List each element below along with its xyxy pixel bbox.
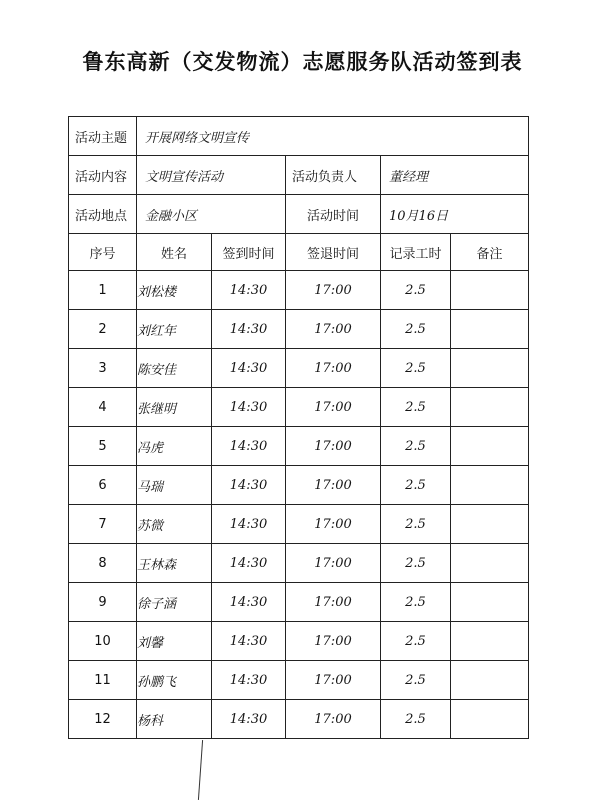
table-row <box>69 271 529 310</box>
remark <box>451 505 529 544</box>
row-number: 9 <box>69 583 137 622</box>
sign-in-time: 14:30 <box>212 700 286 739</box>
remark <box>451 427 529 466</box>
sign-in-time: 14:30 <box>212 271 286 310</box>
sign-out-time: 17:00 <box>286 661 381 700</box>
signature-name: 刘红年 <box>137 310 212 349</box>
sign-out-time: 17:00 <box>286 544 381 583</box>
row-number: 8 <box>69 544 137 583</box>
table-row <box>69 388 529 427</box>
recorded-hours: 2.5 <box>381 622 451 661</box>
recorded-hours: 2.5 <box>381 427 451 466</box>
time-value: 10月16日 <box>381 195 529 234</box>
signature-name: 徐子涵 <box>137 583 212 622</box>
theme-label: 活动主题 <box>69 117 137 156</box>
row-number: 6 <box>69 466 137 505</box>
table-row <box>69 661 529 700</box>
info-row-place <box>69 195 529 234</box>
signature-name: 孙鹏飞 <box>137 661 212 700</box>
signature-name: 刘馨 <box>137 622 212 661</box>
signature-name: 张继明 <box>137 388 212 427</box>
place-value: 金融小区 <box>137 195 286 234</box>
recorded-hours: 2.5 <box>381 700 451 739</box>
recorded-hours: 2.5 <box>381 583 451 622</box>
recorded-hours: 2.5 <box>381 661 451 700</box>
col-header-in: 签到时间 <box>212 234 286 271</box>
remark <box>451 661 529 700</box>
signature-name: 冯虎 <box>137 427 212 466</box>
remark <box>451 271 529 310</box>
table-row <box>69 700 529 739</box>
leader-label: 活动负责人 <box>286 156 381 195</box>
sign-in-time: 14:30 <box>212 349 286 388</box>
row-number: 11 <box>69 661 137 700</box>
sign-in-time: 14:30 <box>212 427 286 466</box>
recorded-hours: 2.5 <box>381 310 451 349</box>
table-row <box>69 310 529 349</box>
table-rows <box>69 271 529 739</box>
page-title: 鲁东高新（交发物流）志愿服务队活动签到表 <box>82 50 523 74</box>
remark <box>451 310 529 349</box>
sign-out-time: 17:00 <box>286 622 381 661</box>
sign-out-time: 17:00 <box>286 349 381 388</box>
remark <box>451 583 529 622</box>
sign-out-time: 17:00 <box>286 271 381 310</box>
remark <box>451 700 529 739</box>
signature-name: 杨科 <box>137 700 212 739</box>
sign-in-time: 14:30 <box>212 622 286 661</box>
table-row <box>69 583 529 622</box>
recorded-hours: 2.5 <box>381 349 451 388</box>
sign-out-time: 17:00 <box>286 583 381 622</box>
col-header-no: 序号 <box>69 234 137 271</box>
column-header-row <box>69 234 529 271</box>
sign-in-time: 14:30 <box>212 544 286 583</box>
table-row <box>69 622 529 661</box>
table-row <box>69 349 529 388</box>
row-number: 4 <box>69 388 137 427</box>
row-number: 5 <box>69 427 137 466</box>
time-label: 活动时间 <box>286 195 381 234</box>
row-number: 3 <box>69 349 137 388</box>
table-row <box>69 466 529 505</box>
signature-name: 苏微 <box>137 505 212 544</box>
info-row-theme <box>69 117 529 156</box>
row-number: 10 <box>69 622 137 661</box>
sign-in-time: 14:30 <box>212 388 286 427</box>
table-row <box>69 544 529 583</box>
recorded-hours: 2.5 <box>381 544 451 583</box>
sign-in-time: 14:30 <box>212 661 286 700</box>
content-label: 活动内容 <box>69 156 137 195</box>
sign-out-time: 17:00 <box>286 310 381 349</box>
sign-in-time: 14:30 <box>212 505 286 544</box>
row-number: 12 <box>69 700 137 739</box>
col-header-name: 姓名 <box>137 234 212 271</box>
sign-in-time: 14:30 <box>212 583 286 622</box>
table-row <box>69 505 529 544</box>
col-header-out: 签退时间 <box>286 234 381 271</box>
table-row <box>69 427 529 466</box>
recorded-hours: 2.5 <box>381 388 451 427</box>
row-number: 7 <box>69 505 137 544</box>
signature-name: 刘松楼 <box>137 271 212 310</box>
pen-stroke <box>198 740 203 800</box>
remark <box>451 622 529 661</box>
sign-in-time: 14:30 <box>212 310 286 349</box>
remark <box>451 349 529 388</box>
signature-name: 陈安佳 <box>137 349 212 388</box>
info-row-content <box>69 156 529 195</box>
recorded-hours: 2.5 <box>381 271 451 310</box>
row-number: 1 <box>69 271 137 310</box>
recorded-hours: 2.5 <box>381 505 451 544</box>
sign-out-time: 17:00 <box>286 427 381 466</box>
recorded-hours: 2.5 <box>381 466 451 505</box>
remark <box>451 466 529 505</box>
col-header-note: 备注 <box>451 234 529 271</box>
sign-out-time: 17:00 <box>286 505 381 544</box>
content-value: 文明宣传活动 <box>137 156 286 195</box>
sign-in-table <box>68 116 529 739</box>
remark <box>451 544 529 583</box>
sign-out-time: 17:00 <box>286 388 381 427</box>
signature-name: 王林森 <box>137 544 212 583</box>
sign-out-time: 17:00 <box>286 700 381 739</box>
row-number: 2 <box>69 310 137 349</box>
sign-out-time: 17:00 <box>286 466 381 505</box>
col-header-hours: 记录工时 <box>381 234 451 271</box>
theme-value: 开展网络文明宣传 <box>137 117 529 156</box>
place-label: 活动地点 <box>69 195 137 234</box>
leader-value: 董经理 <box>381 156 529 195</box>
signature-name: 马瑞 <box>137 466 212 505</box>
sign-in-time: 14:30 <box>212 466 286 505</box>
remark <box>451 388 529 427</box>
